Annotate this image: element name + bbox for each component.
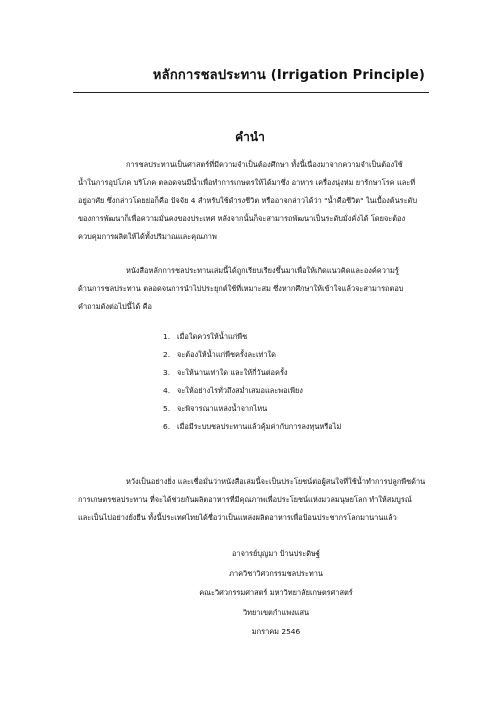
list-item-number: 3. xyxy=(163,368,171,377)
paragraph-line: ด้านการชลประทาน ตลอดจนการนำไปประยุกต์ใช้ที่เหมาะสม ซึ่งหากศึกษาให้เข้าใจแล้วจะสามารถตอบ xyxy=(78,284,404,293)
paragraph-line: หวังเป็นอย่างยิ่ง และเชื่อมั่นว่าหนังสือเล่มนี้จะเป็นประโยชน์ต่อผู้สนใจที่ใช้น้ำทำการปลูกพืชด้าน xyxy=(126,477,426,486)
list-item-number: 6. xyxy=(163,422,171,431)
list-item-number: 4. xyxy=(163,386,171,395)
paragraph-line: ของการพัฒนาก็เพื่อความมั่นคงของประเทศ หลังจากนั้นก็จะสามารถพัฒนาเป็นระดับมั่งคั่งได้ โดยจะต้อง xyxy=(78,214,406,223)
author-department: ภาควิชาวิศวกรรมชลประทาน xyxy=(229,568,323,578)
list-item xyxy=(163,418,341,436)
paragraph-line: และเป็นไปอย่างยั่งยืน ทั้งนี้ประเทศไทยได้ชื่อว่าเป็นแหล่งผลิตอาหารเพื่อป้อนประชากรโลกมานานแล้ว xyxy=(78,513,397,522)
paragraph-line: การเกษตรชลประทาน ที่จะได้ช่วยกันผลิตอาหารที่มีคุณภาพเพื่อประโยชน์แห่งมวลมนุษยโลก ทำให้สมบูรณ์ xyxy=(78,495,412,504)
list-item-text: จะให้อย่างไรทั่วถึงสม่ำเสมอและพอเพียง xyxy=(177,386,303,395)
paragraph-line: การชลประทานเป็นศาสตร์ที่มีความจำเป็นต้องศึกษา ทั้งนี้เนื่องมาจากความจำเป็นต้องใช้ xyxy=(126,160,403,169)
paragraph-line: อยู่อาศัย ซึ่งกล่าวโดยย่อก็คือ ปัจจัย 4 สำหรับใช้ดำรงชีวิต หรืออาจกล่าวได้ว่า "น้ำคือชีวิต" ในเบื้องต้นระดับ xyxy=(78,196,418,205)
list-item-number: 2. xyxy=(163,350,171,359)
preface-heading: คำนำ xyxy=(235,130,265,144)
preface-paragraph-1 xyxy=(78,156,430,246)
paragraph-line: หนังสือหลักการชลประทานเล่มนี้ได้ถูกเรียบเรียงขึ้นมาเพื่อให้เกิดแนวคิดและองค์ความรู้ xyxy=(126,266,399,275)
list-item-number: 1. xyxy=(163,332,171,341)
author-name: อาจารย์บุญมา ป้านประดิษฐ์ xyxy=(231,549,320,558)
list-item-text: จะให้นานเท่าใด และให้กี่วันต่อครั้ง xyxy=(177,368,288,377)
list-item xyxy=(163,400,341,418)
list-item xyxy=(163,382,341,400)
list-item xyxy=(163,328,341,346)
header-divider xyxy=(73,92,429,93)
list-item-text: เมื่อใดควรให้น้ำแก่พืช xyxy=(177,332,248,341)
document-title: หลักการชลประทาน (Irrigation Principle) xyxy=(152,68,425,83)
question-list xyxy=(163,328,341,436)
author-faculty: คณะวิศวกรรมศาสตร์ มหาวิทยาลัยเกษตรศาสตร์ xyxy=(199,588,353,597)
list-item-number: 5. xyxy=(163,404,171,413)
list-item-text: จะพิจารณาแหล่งน้ำจากไหน xyxy=(177,404,268,413)
list-item-text: เมื่อมีระบบชลประทานแล้วคุ้มค่ากับการลงทุนหรือไม่ xyxy=(177,422,342,431)
list-item-text: จะต้องให้น้ำแก่พืชครั้งละเท่าใด xyxy=(177,350,276,359)
paragraph-line: ควบคุมการผลิตให้ได้ทั้งปริมาณและคุณภาพ xyxy=(78,232,217,241)
preface-paragraph-3 xyxy=(78,473,430,527)
paragraph-line: คำถามดังต่อไปนี้ได้ คือ xyxy=(78,302,152,311)
preface-paragraph-2 xyxy=(78,262,430,316)
author-campus: วิทยาเขตกำแพงแสน xyxy=(242,607,310,617)
paragraph-line: น้ำในการอุปโภค บริโภค ตลอดจนมีน้ำเพื่อทำการเกษตรให้ได้มาซึ่ง อาหาร เครื่องนุ่งห่ม ยารักษาโรค และที่ xyxy=(78,178,416,187)
preface-date: มกราคม 2546 xyxy=(251,627,301,636)
list-item xyxy=(163,364,341,382)
author-signature-block xyxy=(196,544,356,642)
list-item xyxy=(163,346,341,364)
